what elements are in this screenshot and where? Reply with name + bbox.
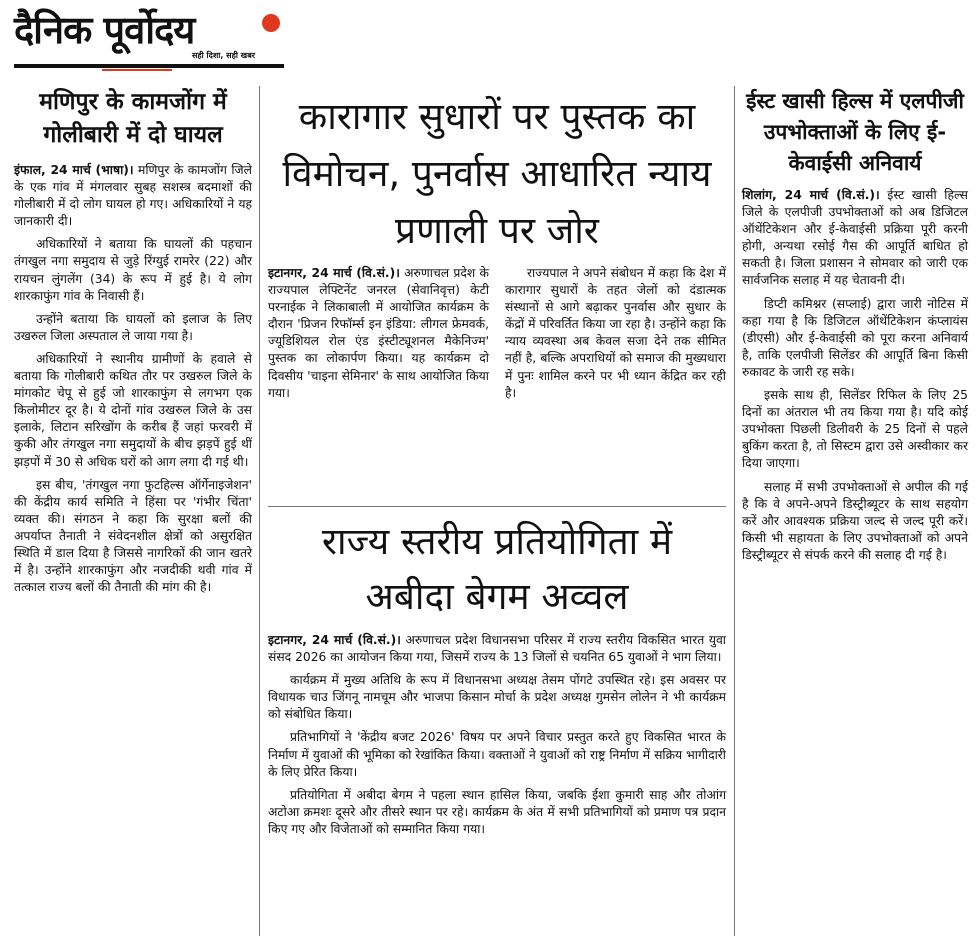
column-divider [259,86,260,936]
left-story-paragraph: उन्होंने बताया कि घायलों को इलाज के लिए उखरुल जिला अस्पताल ले जाया गया है। [14,311,252,343]
right-story-headline: ईस्ट खासी हिल्स में एलपीजी उपभोक्ताओं के लिए ई-केवाईसी अनिवार्य [746,89,964,175]
left-story [14,86,252,602]
right-story-body [742,187,968,564]
left-story-paragraph: इस बीच, 'तंगखुल नगा फुटहिल्स ऑर्गेनाइजेशन' की केंद्रीय कार्य समिति ने हिंसा पर 'गंभीर चिंता' व्यक्त की। संगठन ने कहा कि सुरक्षा बलों की अपर्याप्त तैनाती ने संवेदनशील क्षेत्रों को असुरक्षित स्थिति में डाल दिया है जिससे नागरिकों की जान खतरे में है। उन्होंने शारकाफुंग और नजदीकी थवी गांव में तत्काल राज्य बलों की तैनाती की मांग की है। [14,477,252,595]
center-bottom-paragraph: प्रतियोगिता में अबीदा बेगम ने पहला स्थान हासिल किया, जबकि ईशा कुमारी साह और तोआंग अटोआ क्रमशः दूसरे और तीसरे स्थान पर रहे। कार्यक्रम के अंत में सभी प्रतिभागियों को प्रमाण पत्र प्रदान किए गए और विजेताओं को सम्मानित किया गया। [268,787,726,836]
center-bottom-paragraph: प्रतिभागियों ने 'केंद्रीय बजट 2026' विषय पर अपने विचार प्रस्तुत करते हुए विकसित भारत के निर्माण में युवाओं की भूमिका को रेखांकित किया। वक्ताओं ने युवाओं को राष्ट्र निर्माण में सक्रिय भागीदारी के लिए प्रेरित किया। [268,730,726,779]
right-story-paragraph: डिप्टी कमिश्नर (सप्लाई) द्वारा जारी नोटिस में कहा गया है कि डिजिटल ऑथेंटिकेशन कंप्लायंस (डीएसी) और ई-केवाईसी को पूरा करना अनिवार्य है, ताकि एलपीजी सिलेंडर की आपूर्ति बिना किसी रुकावट के जारी रह सके। [742,296,968,379]
center-bottom-dateline: इटानगर, 24 मार्च (वि.सं.)। [268,633,401,647]
section-divider [268,506,726,507]
right-story-paragraph: इसके साथ ही, सिलेंडर रिफिल के लिए 25 दिनों का अंतराल भी तय किया गया है। यदि कोई उपभोक्ता पिछली डिलीवरी के 25 दिनों से पहले बुकिंग करता है, तो सिस्टम द्वारा उसे अस्वीकार कर दिया जाएगा। [742,388,968,471]
logo-dot-icon [262,14,280,32]
newspaper-title: दैनिक पूर्वोदय [14,8,195,52]
masthead-accent-rule [102,69,172,71]
right-story [742,86,968,570]
center-top-body [268,265,726,408]
center-top-paragraph: इटानगर, 24 मार्च (वि.सं.)। अरुणाचल प्रदेश के राज्यपाल लेफ्टिनेंट जनरल (सेवानिवृत्त) केटी परनाईक ने लिकाबाली में आयोजित कार्यक्रम के दौरान 'प्रिजन रिफॉर्म्स इन इंडिया: लीगल फ्रेमवर्क, ज्यूडिशियल रोल एंड इंस्टीट्यूशनल मैकेनिज्म' पुस्तक का लोकार्पण किया। यह कार्यक्रम दो दिवसीय 'चाइना सेमिनार' के साथ आयोजित किया गया। [268,266,489,400]
right-story-paragraph: शिलांग, 24 मार्च (वि.सं.)। ईस्ट खासी हिल्स जिले के एलपीजी उपभोक्ताओं को अब डिजिटल ऑथेंटिकेशन और ई-केवाईसी प्रक्रिया पूरी करनी होगी, अन्यथा रसोई गैस की आपूर्ति बाधित हो सकती है। जिला प्रशासन ने सोमवार को जारी एक सार्वजनिक सलाह में यह चेतावनी दी। [742,188,968,288]
left-story-body [14,162,252,596]
center-bottom-story [268,514,726,844]
center-top-story [268,88,726,408]
left-story-paragraph: इंफाल, 24 मार्च (भाषा)। मणिपुर के कामजोंग जिले के एक गांव में मंगलवार सुबह सशस्त्र बदमाशों की गोलीबारी में दो लोग घायल हो गए। अधिकारियों ने यह जानकारी दी। [14,163,252,229]
right-story-dateline: शिलांग, 24 मार्च (वि.सं.)। [742,188,880,202]
left-story-headline: मणिपुर के कामजोंग में गोलीबारी में दो घायल [39,89,227,148]
center-bottom-paragraph: इटानगर, 24 मार्च (वि.सं.)। अरुणाचल प्रदेश विधानसभा परिसर में राज्य स्तरीय विकसित भारत युवा संसद 2026 का आयोजन किया गया, जिसमें राज्य के 13 जिलों से चयनित 65 युवाओं ने भाग लिया। [268,633,726,665]
right-story-paragraph: सलाह में सभी उपभोक्ताओं से अपील की गई है कि वे अपने-अपने डिस्ट्रीब्यूटर के साथ सहयोग करें और आवश्यक प्रक्रिया जल्द से जल्द पूरी करें। किसी भी सहायता के लिए उपभोक्ताओं को अपने डिस्ट्रीब्यूटर से संपर्क करने की सलाह दी गई है। [742,479,968,562]
center-top-paragraph: राज्यपाल ने अपने संबोधन में कहा कि देश में कारागार सुधारों के तहत जेलों को दंडात्मक संस्थानों से आगे बढ़ाकर पुनर्वास और सुधार के केंद्रों में परिवर्तित किया जा रहा है। उन्होंने कहा कि न्याय व्यवस्था अब केवल सजा देने तक सीमित नहीं है, बल्कि अपराधियों को समाज की मुख्यधारा में पुनः शामिल करने पर भी ध्यान केंद्रित कर रही है। [505,266,726,400]
masthead [14,6,284,68]
left-story-paragraph: अधिकारियों ने बताया कि घायलों की पहचान तंगखुल नगा समुदाय से जुड़े रिंग्युई रामरेर (22) और रायचन लुंगलेंग (34) के रूप में हुई है। ये लोग शारकाफुंग गांव के निवासी हैं। [14,237,252,303]
newspaper-tagline: सही दिशा, सही खबर [192,51,256,60]
center-bottom-headline: राज्य स्तरीय प्रतियोगिता में अबीदा बेगम अव्वल [321,520,673,618]
left-story-paragraph: अधिकारियों ने स्थानीय ग्रामीणों के हवाले से बताया कि गोलीबारी कथित तौर पर उखरुल जिले के मांगकोट चेपू से हुई जो शारकाफुंग से लगभग एक किलोमीटर दूर है। ये दोनों गांव उखरुल जिले के उस इलाके, लिटान सरिखोंग के करीब हैं जहां फरवरी में कुकी और तंगखुल नगा समुदायों के बीच झड़पें हुई थीं झड़पों में 30 से अधिक घरों को आग लगा दी गई थी। [14,351,252,469]
left-story-dateline: इंफाल, 24 मार्च (भाषा)। [14,163,134,177]
center-bottom-paragraph: कार्यक्रम में मुख्य अतिथि के रूप में विधानसभा अध्यक्ष तेसम पोंगटे उपस्थित रहे। इस अवसर पर विधायक चाउ जिंगनू नामचूम और भाजपा किसान मोर्चा के प्रदेश अध्यक्ष गुमसेन लोलेन ने भी कार्यक्रम को संबोधित किया। [268,673,726,722]
center-top-headline: कारागार सुधारों पर पुस्तक का विमोचन, पुनर्वास आधारित न्याय प्रणाली पर जोर [282,95,712,252]
center-top-dateline: इटानगर, 24 मार्च (वि.सं.)। [268,266,400,280]
center-bottom-body [268,632,726,838]
masthead-rule [14,64,284,68]
column-divider [734,86,735,936]
